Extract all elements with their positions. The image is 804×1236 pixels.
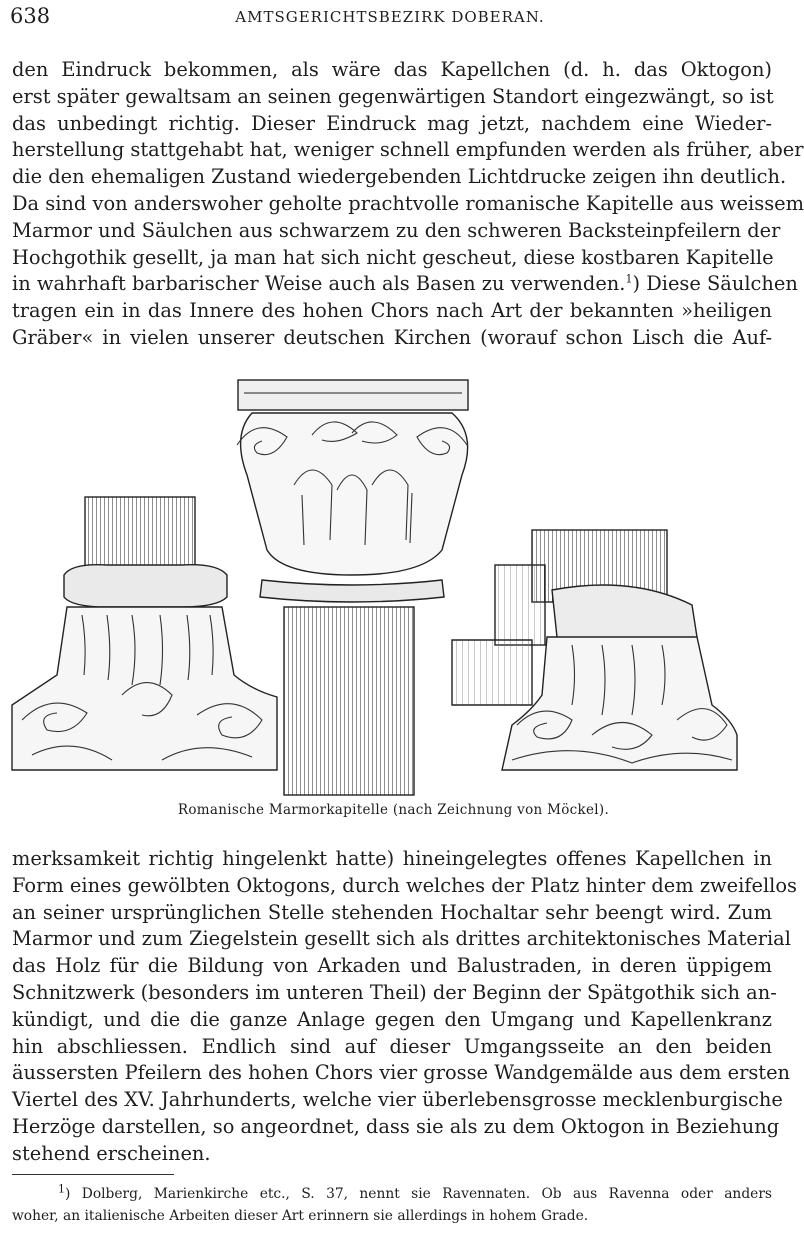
text-line: tragen ein in das Innere des hohen Chors nach Art der bekannten »heiligen bbox=[12, 299, 772, 323]
text-line: kündigt, und die die ganze Anlage gegen den Umgang und Kapellenkranz bbox=[12, 1007, 772, 1031]
footnote bbox=[12, 1183, 772, 1227]
footnote-marker[interactable]: 1 bbox=[625, 272, 633, 286]
text-line: Marmor und Säulchen aus schwarzem zu den schweren Backsteinpfeilern der bbox=[12, 218, 781, 242]
text-line: erst später gewaltsam an seinen gegenwärtigen Standort eingezwängt, so ist bbox=[12, 84, 774, 108]
running-title: AMTSGERICHTSBEZIRK DOBERAN. bbox=[235, 8, 545, 26]
footnote-number: 1 bbox=[58, 1182, 65, 1196]
footnote-line: woher, an italienische Arbeiten dieser Art erinnern sie allerdings in hohem Grade. bbox=[12, 1208, 589, 1224]
text-line: merksamkeit richtig hingelenkt hatte) hineingelegtes offenes Kapellchen in bbox=[12, 847, 772, 870]
figure-caption: Romanische Marmorkapitelle (nach Zeichnung von Möckel). bbox=[177, 802, 610, 818]
paragraph-1 bbox=[12, 57, 804, 352]
text-line: Gräber« in vielen unserer deutschen Kirchen (worauf schon Lisch die Auf- bbox=[12, 325, 772, 349]
text-line: Schnitzwerk (besonders im unteren Theil) der Beginn der Spätgothik sich an- bbox=[12, 980, 777, 1004]
text-line: Viertel des XV. Jahrhunderts, welche vier überlebensgrosse mecklenburgische bbox=[12, 1088, 783, 1112]
footnote-text: ) Dolberg, Marienkirche etc., S. 37, nennt sie Ravennaten. Ob aus Ravenna oder anders bbox=[65, 1186, 772, 1202]
text-segment: in wahrhaft barbarischer Weise auch als Basen zu verwenden. bbox=[12, 272, 626, 296]
text-line: den Eindruck bekommen, als wäre das Kapellchen (d. h. das Oktogon) bbox=[12, 58, 772, 81]
text-line: hin abschliessen. Endlich sind auf dieser Umgangsseite an den beiden bbox=[12, 1034, 772, 1058]
text-line: stehend erscheinen. bbox=[12, 1141, 211, 1165]
text-line: das Holz für die Bildung von Arkaden und Balustraden, in deren üppigem bbox=[12, 954, 772, 978]
footnote-line bbox=[12, 1183, 772, 1205]
paragraph-2 bbox=[12, 846, 797, 1168]
right-capital bbox=[452, 530, 737, 770]
capitals-illustration bbox=[12, 375, 778, 795]
page-number: 638 bbox=[10, 4, 51, 28]
text-line: an seiner ursprünglichen Stelle stehenden Hochaltar sehr beengt wird. Zum bbox=[12, 900, 772, 924]
text-line: die den ehemaligen Zustand wiedergebenden Lichtdrucke zeigen ihn deutlich. bbox=[12, 165, 787, 189]
text-line: Marmor und zum Ziegelstein gesellt sich als drittes architektonisches Material bbox=[12, 927, 791, 951]
text-line: Hochgothik gesellt, ja man hat sich nicht gescheut, diese kostbaren Kapitelle bbox=[12, 245, 774, 269]
footnote-divider bbox=[12, 1174, 174, 1175]
left-capital bbox=[12, 497, 277, 770]
text-line: äussersten Pfeilern des hohen Chors vier grosse Wandgemälde aus dem ersten bbox=[12, 1061, 791, 1085]
text-line: herstellung stattgehabt hat, weniger schnell empfunden werden als früher, aber bbox=[12, 138, 804, 162]
text-line: das unbedingt richtig. Dieser Eindruck mag jetzt, nachdem eine Wieder- bbox=[12, 111, 772, 135]
text-line: Da sind von anderswoher geholte prachtvolle romanische Kapitelle aus weissem bbox=[12, 191, 804, 215]
text-line-with-footnote-ref bbox=[12, 271, 798, 298]
text-line: Form eines gewölbten Oktogons, durch welches der Platz hinter dem zweifellos bbox=[12, 873, 797, 897]
page-header bbox=[10, 4, 770, 34]
engraving-capitals bbox=[12, 375, 778, 795]
text-line: Herzöge darstellen, so angeordnet, dass sie als zu dem Oktogon in Beziehung bbox=[12, 1114, 780, 1138]
text-segment: ) Diese Säulchen bbox=[632, 272, 798, 296]
